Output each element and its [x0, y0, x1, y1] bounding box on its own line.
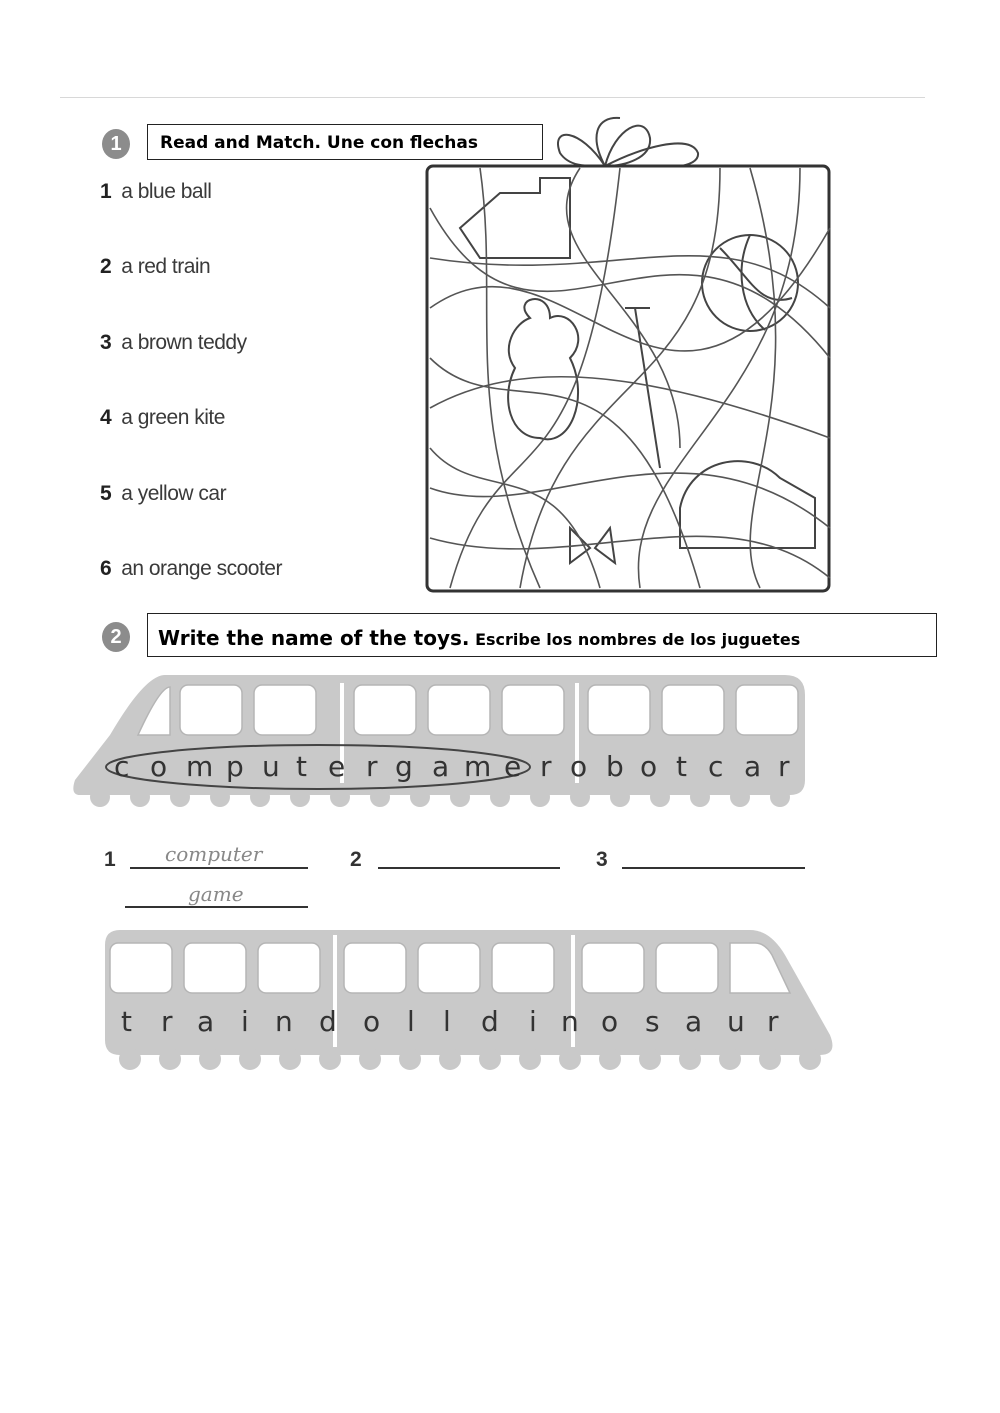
item-number: 1 [100, 180, 112, 203]
letter: s [645, 1005, 660, 1038]
section2-badge: 2 [102, 622, 130, 652]
item-text: a green kite [121, 406, 225, 429]
letter: g [395, 750, 413, 783]
letter: a [685, 1005, 703, 1038]
letter: e [504, 750, 522, 783]
answer-3-line[interactable] [622, 867, 805, 869]
answer-1-line1[interactable] [130, 867, 308, 869]
item-text: a red train [121, 255, 211, 278]
letter: r [767, 1005, 779, 1038]
match-item[interactable] [100, 255, 210, 279]
letter: b [606, 750, 624, 783]
letter: d [481, 1005, 499, 1038]
letter: r [540, 750, 552, 783]
letter: n [561, 1005, 579, 1038]
letter: m [464, 750, 492, 783]
letter: m [186, 750, 214, 783]
letter: o [640, 750, 658, 783]
match-item[interactable] [100, 406, 225, 430]
letter: n [275, 1005, 293, 1038]
answer-number: 2 [350, 848, 362, 871]
letter: l [407, 1005, 415, 1038]
letter: c [114, 750, 130, 783]
tangled-toys-picture [420, 108, 840, 598]
letter: o [601, 1005, 619, 1038]
letter: r [366, 750, 378, 783]
answer-1-line2[interactable] [125, 906, 308, 908]
letter: o [570, 750, 588, 783]
letter: p [226, 750, 244, 783]
letter: t [676, 750, 687, 783]
item-text: a brown teddy [121, 331, 247, 354]
instruction-spanish: Escribe los nombres de los juguetes [475, 630, 801, 649]
letter: u [262, 750, 280, 783]
answer-number: 3 [596, 848, 608, 871]
item-text: a yellow car [121, 482, 227, 505]
letter: i [241, 1005, 249, 1038]
item-number: 6 [100, 557, 112, 580]
letter: d [319, 1005, 337, 1038]
section2-instruction [147, 613, 937, 657]
item-text: an orange scooter [121, 557, 282, 580]
letter: u [727, 1005, 745, 1038]
letter: a [744, 750, 762, 783]
letter: l [443, 1005, 451, 1038]
letter: a [432, 750, 450, 783]
answer-1-line1-text: computer [165, 842, 263, 866]
answer-1-line2-text: game [188, 882, 244, 906]
letter: c [708, 750, 724, 783]
train-1 [70, 665, 810, 815]
letter: a [197, 1005, 215, 1038]
answer-number: 1 [104, 848, 116, 871]
bow-icon [558, 118, 698, 169]
letter: o [150, 750, 168, 783]
letter: t [296, 750, 307, 783]
train-1-letters [110, 750, 810, 790]
section1-instruction: Read and Match. Une con flechas [147, 124, 543, 160]
instruction-english: Write the name of the toys. [158, 626, 470, 650]
letter: i [529, 1005, 537, 1038]
answer-2-line[interactable] [378, 867, 560, 869]
train-2-letters [115, 1005, 815, 1045]
letter: e [328, 750, 346, 783]
letter: o [363, 1005, 381, 1038]
section1-badge: 1 [102, 129, 130, 159]
match-item[interactable] [100, 557, 282, 581]
letter: t [121, 1005, 132, 1038]
letter: r [778, 750, 790, 783]
match-item[interactable] [100, 331, 247, 355]
item-number: 5 [100, 482, 112, 505]
item-number: 3 [100, 331, 112, 354]
match-item[interactable] [100, 180, 211, 204]
item-number: 2 [100, 255, 112, 278]
match-item[interactable] [100, 482, 226, 506]
item-text: a blue ball [121, 180, 212, 203]
letter: r [161, 1005, 173, 1038]
item-number: 4 [100, 406, 112, 429]
top-divider [60, 97, 925, 98]
